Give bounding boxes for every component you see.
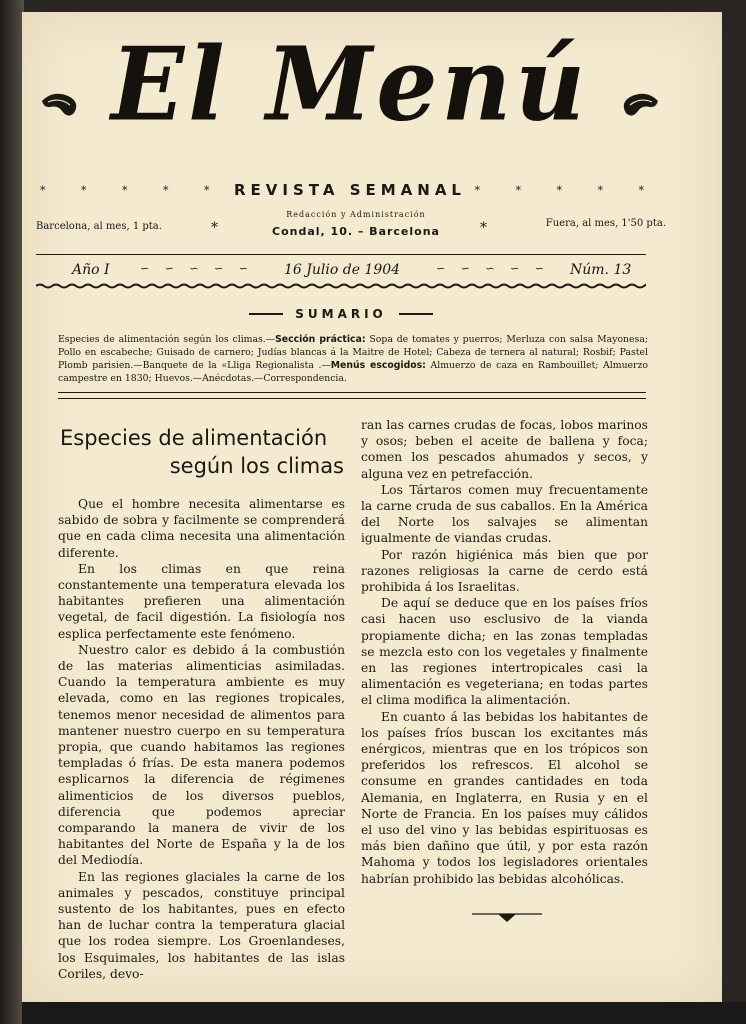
price-abroad: Fuera, al mes, 1'50 pta.	[545, 218, 666, 229]
paragraph: Nuestro calor es debido á la combustión de las materias alimenticias asimiladas. Cuando la temperatura ambiente es muy elevada, como en las regiones tropicales, tenemos menor necesidad de alimentos para mantener nuestro cuerpo en su temperatura propia, que cuando habitamos las regiones templadas ó frías. De esta manera podemos esplicarnos la diferencia de régimenes alimenticios de los diversos pueblos, diferencia que podemos apreciar comparando la manera de vivir de los habitantes del Norte de España y la de los del Mediodía.	[58, 642, 345, 868]
sumario-bar-right	[399, 313, 433, 315]
article-title	[60, 424, 350, 480]
subtitle-row	[40, 180, 660, 200]
paragraph: En cuanto á las bebidas los habitantes de los países fríos buscan los excitantes más enérgicos, mientras que en los trópicos son preferidos los refrescos. El alcohol se consume en grandes cantidades en toda Alemania, en Inglaterra, en Rusia y en el Norte de Francia. En los países muy cálidos el uso del vino y las bebidas espirituosas es más bien dañino que útil, y por esta razón Mahoma y todos los legisladores orientales habrían prohibido las bebidas alcohólicas.	[361, 709, 648, 886]
masthead-subtitle: REVISTA SEMANAL	[234, 181, 466, 199]
double-rule	[58, 392, 646, 399]
sumario-contents	[58, 333, 648, 385]
sumario-heading	[36, 306, 646, 322]
tildes-right: ∽ ∽ ∽ ∽ ∽	[436, 262, 551, 275]
sumario-section-label: Sección práctica:	[275, 334, 366, 345]
tildes-left: ∽ ∽ ∽ ∽ ∽	[140, 262, 255, 275]
wavy-rule	[36, 282, 646, 290]
info-star-right: *	[480, 220, 487, 236]
subscription-info	[36, 210, 666, 246]
paragraph-continuation: ran las carnes crudas de focas, lobos marinos y osos; beben el aceite de ballena y foca; comen los pescados ahumados y secos, y alguna vez en petrefacción.	[361, 418, 648, 481]
sumario-part-2: Sopa de tomates y puerros; Merluza con salsa Mayonesa; Pollo en escabeche; Guisado de carnero; Judías blancas á la Maitre de Hotel; Cabeza de ternera al natural; Rosbif; Pastel Plomb parisien.—Banquete de la «Lliga Regionalista .—	[58, 334, 648, 371]
paragraph: Los Tártaros comen muy frecuentamente la carne cruda de sus caballos. En la América del Norte los salvajes se alimentan igualmente de viandas crudas.	[361, 482, 648, 546]
leaf-ornament-left-icon	[40, 87, 82, 121]
masthead-title: El Menú	[111, 25, 589, 144]
info-star-left: *	[211, 220, 218, 236]
issue-year: Año I	[72, 262, 110, 278]
editorial-label: Redacción y Administración	[286, 210, 426, 219]
sumario-part-1: Especies de alimentación según los climas.—	[58, 334, 276, 345]
editorial-address	[246, 210, 466, 238]
article-title-line-1: Especies de alimentación	[60, 426, 328, 450]
paragraph: De aquí se deduce que en los países fríos casi hacen uso esclusivo de la vianda propiamente dicha; en las zonas templadas se mezcla esto con los vegetales y finalmente en las regiones intertropicales casi la alimentación es vegeteriana; en todas partes el clima modifica la alimentación.	[361, 596, 648, 708]
stars-left: * * * * *	[40, 183, 226, 197]
masthead	[40, 25, 660, 155]
sumario-menus-label: Menús escogidos:	[330, 360, 426, 371]
article-column-left	[58, 496, 345, 982]
paragraph: En las regiones glaciales la carne de los animales y pescados, constituye principal sustento de los habitantes, pues en efecto han de luchar contra la temperatura glacial que los rodea siempre. Los Groenlandeses, los Esquimales, los habitantes de las islas Coriles, devo-	[58, 869, 345, 981]
rule-top	[36, 254, 646, 255]
book-spine	[0, 0, 24, 1024]
leaf-ornament-right-icon	[618, 87, 660, 121]
article-column-right	[361, 417, 648, 887]
sumario-label: SUMARIO	[295, 307, 387, 321]
paragraph: En los climas en que reina constantemente una temperatura elevada los habitantes prefieren una alimentación vegetal, de facil digestión. La fisiología nos esplica perfectamente este fenómeno.	[58, 561, 345, 641]
page-bottom-edge	[22, 1002, 746, 1024]
paragraph: Que el hombre necesita alimentarse es sabido de sobra y facilmente se comprenderá que en cada clima necesita una alimentación diferente.	[58, 497, 345, 560]
sumario-part-3: Almuerzo de caza en Rambouillet; Almuerzo campestre en 1830; Huevos.—Anécdotas.—Correspondencia.	[58, 360, 648, 384]
stars-right: * * * * *	[474, 183, 660, 197]
issue-line	[36, 262, 646, 280]
sumario-bar-left	[249, 313, 283, 315]
issue-number: Núm. 13	[570, 262, 632, 278]
editorial-street: Condal, 10. – Barcelona	[272, 225, 440, 238]
issue-date: 16 Julio de 1904	[284, 262, 401, 278]
article-title-line-2: según los climas	[169, 454, 344, 478]
price-local: Barcelona, al mes, 1 pta.	[36, 221, 162, 232]
paragraph: Por razón higiénica más bien que por razones religiosas la carne de cerdo está prohibida á los Israelitas.	[361, 547, 648, 595]
tailpiece-ornament-icon	[470, 910, 544, 924]
